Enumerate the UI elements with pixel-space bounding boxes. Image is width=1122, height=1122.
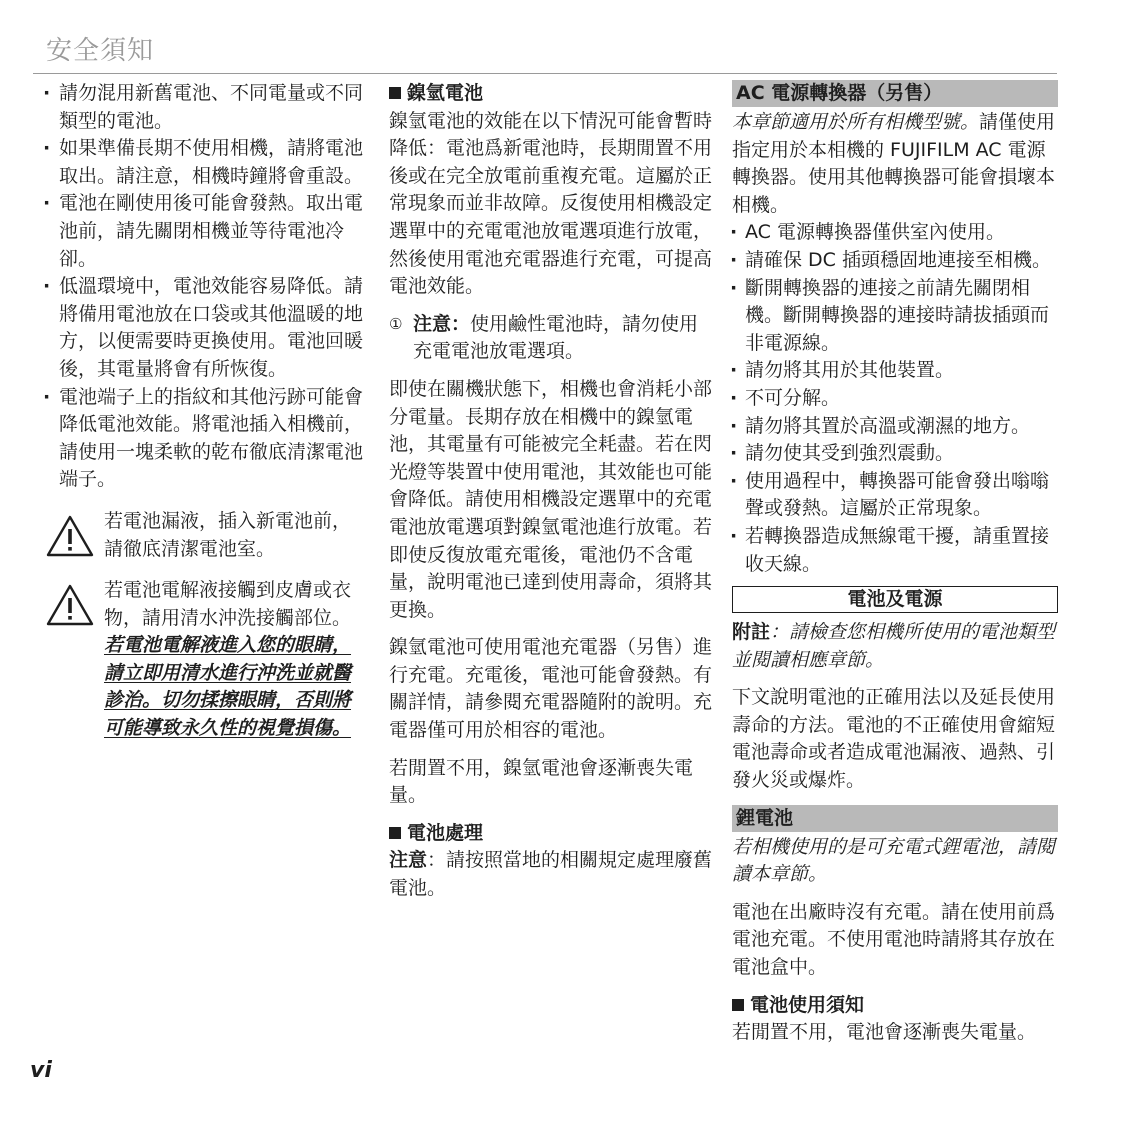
warning-text-main: 若電池電解液接觸到皮膚或衣物，請用清水沖洗接觸部位。 — [104, 579, 352, 629]
paragraph: 鎳氫電池的效能在以下情況可能會暫時降低：電池爲新電池時，長期閒置不用後或在完全放電前重複充電。這屬於正常現象而並非故障。反復使用相機設定選單中的充電電池放電選項進行放電，然後使用電池充電器進行充電，可提高電池效能。 — [389, 109, 713, 298]
warning-text — [104, 577, 364, 743]
caution-note — [389, 311, 717, 366]
paragraph: 鎳氫電池可使用電池充電器（另售）進行充電。充電後，電池可能會發熱。有關詳情，請參閱充電器隨附的說明。充電器僅可用於相容的電池。 — [389, 636, 713, 742]
paragraph: 若閒置不用，電池會逐漸喪失電量。 — [732, 1021, 1037, 1044]
paragraph: 電池在出廠時沒有充電。請在使用前爲電池充電。不使用電池時請將其存放在電池盒中。 — [732, 900, 1056, 979]
caution-text: 使用鹼性電池時，請勿使用充電電池放電選項。 — [413, 312, 699, 363]
column-right — [732, 80, 1058, 1047]
column-middle — [389, 80, 717, 903]
warning-text-emphasis: 若電池電解液進入您的眼睛，請立即用清水進行沖洗並就醫診治。切勿揉擦眼睛，否則將可能導致永久性的視覺損傷。 — [104, 634, 352, 740]
note-text: ：請檢查您相機所使用的電池類型並閱讀相應章節。 — [732, 621, 1056, 671]
list-item: · 如果準備長期不使用相機，請將電池取出。請注意，相機時鐘將會重設。 — [42, 135, 364, 190]
paragraph — [732, 109, 1058, 219]
section-heading-usage — [732, 992, 1058, 1020]
battery-bullet-list — [42, 80, 364, 494]
warning-block-electrolyte — [42, 577, 364, 743]
list-item: · 使用過程中，轉換器可能會發出嗡嗡聲或發熱。這屬於正常現象。 — [732, 468, 1058, 523]
list-item: · 不可分解。 — [732, 385, 1058, 413]
caution-label: 注意： — [413, 312, 471, 335]
page-title: 安全須知 — [46, 36, 155, 66]
list-item: · 斷開轉換器的連接之前請先關閉相機。斷開轉換器的連接時請拔插頭而非電源線。 — [732, 275, 1058, 358]
header-divider — [33, 73, 1057, 74]
disposal-label: 注意 — [389, 849, 428, 872]
list-item: · 請確保 DC 插頭穩固地連接至相機。 — [732, 247, 1058, 275]
section-heading-disposal — [389, 820, 717, 848]
paragraph: 若閒置不用，鎳氫電池會逐漸喪失電量。 — [389, 756, 694, 807]
warning-triangle-icon — [45, 514, 95, 558]
list-item: · 低溫環境中，電池效能容易降低。請將備用電池放在口袋或其他溫暖的地方，以便需要時更換使用。電池回暖後，其電量將會有所恢復。 — [42, 273, 364, 383]
square-bullet-icon — [389, 87, 401, 99]
column-left — [42, 80, 364, 743]
section-heading-li-ion: 鋰電池 — [732, 805, 1058, 832]
ac-intro: 本章節適用於所有相機型號。 — [732, 111, 980, 133]
note-label: 附註 — [732, 621, 771, 644]
list-item: · 若轉換器造成無線電干擾，請重置接收天線。 — [732, 523, 1058, 578]
section-heading-text: 電池使用須知 — [750, 993, 865, 1016]
list-item: · 電池端子上的指紋和其他污跡可能會降低電池效能。將電池插入相機前，請使用一塊柔軟的乾布徹底清潔電池端子。 — [42, 384, 364, 494]
warning-text: 若電池漏液，插入新電池前，請徹底清潔電池室。 — [104, 509, 352, 560]
ac-intro-rest: 請僅使用指定用於本相機的 FUJIFILM AC 電源轉換器。使用其他轉換器可能會損壞本相機。 — [732, 111, 1056, 216]
paragraph: 即使在關機狀態下，相機也會消耗小部分電量。長期存放在相機中的鎳氫電池，其電量有可能被完全耗盡。若在閃光燈等裝置中使用電池，其效能也可能會降低。請使用相機設定選單中的充電電池放電選項對鎳氫電池進行放電。若即使反復放電充電後，電池仍不含電量，說明電池已達到使用壽命，須將其更換。 — [389, 377, 713, 621]
section-heading-text: 鎳氫電池 — [407, 82, 484, 104]
caution-icon: ① — [389, 314, 403, 333]
paragraph: 下文說明電池的正確用法以及延長使用壽命的方法。電池的不正確使用會縮短電池壽命或者造成電池漏液、過熱、引發火災或爆炸。 — [732, 686, 1056, 792]
warning-triangle-icon — [45, 583, 95, 627]
list-item: · 電池在剛使用後可能會發熱。取出電池前，請先關閉相機並等待電池冷卻。 — [42, 190, 364, 273]
section-heading-nimh — [389, 80, 717, 108]
disposal-text: ：請按照當地的相關規定處理廢舊電池。 — [389, 849, 713, 900]
list-item: · 請勿將其置於高溫或潮濕的地方。 — [732, 413, 1058, 441]
paragraph — [732, 619, 1058, 674]
square-bullet-icon — [732, 999, 744, 1011]
list-item: · 請勿將其用於其他裝置。 — [732, 357, 1058, 385]
paragraph: 若相機使用的是可充電式鋰電池，請閱讀本章節。 — [732, 835, 1056, 886]
warning-block-leak — [42, 508, 364, 563]
ac-bullet-list — [732, 219, 1058, 578]
section-heading-batteries-power: 電池及電源 — [732, 586, 1058, 613]
section-heading-text: 電池處理 — [407, 821, 484, 844]
paragraph — [389, 847, 717, 902]
list-item: · 請勿使其受到強烈震動。 — [732, 440, 1058, 468]
section-heading-ac-adapter: AC 電源轉換器（另售） — [732, 80, 1058, 107]
list-item: · 請勿混用新舊電池、不同電量或不同類型的電池。 — [42, 80, 364, 135]
square-bullet-icon — [389, 827, 401, 839]
list-item: · AC 電源轉換器僅供室內使用。 — [732, 219, 1058, 247]
page-number: vi — [30, 1058, 52, 1083]
